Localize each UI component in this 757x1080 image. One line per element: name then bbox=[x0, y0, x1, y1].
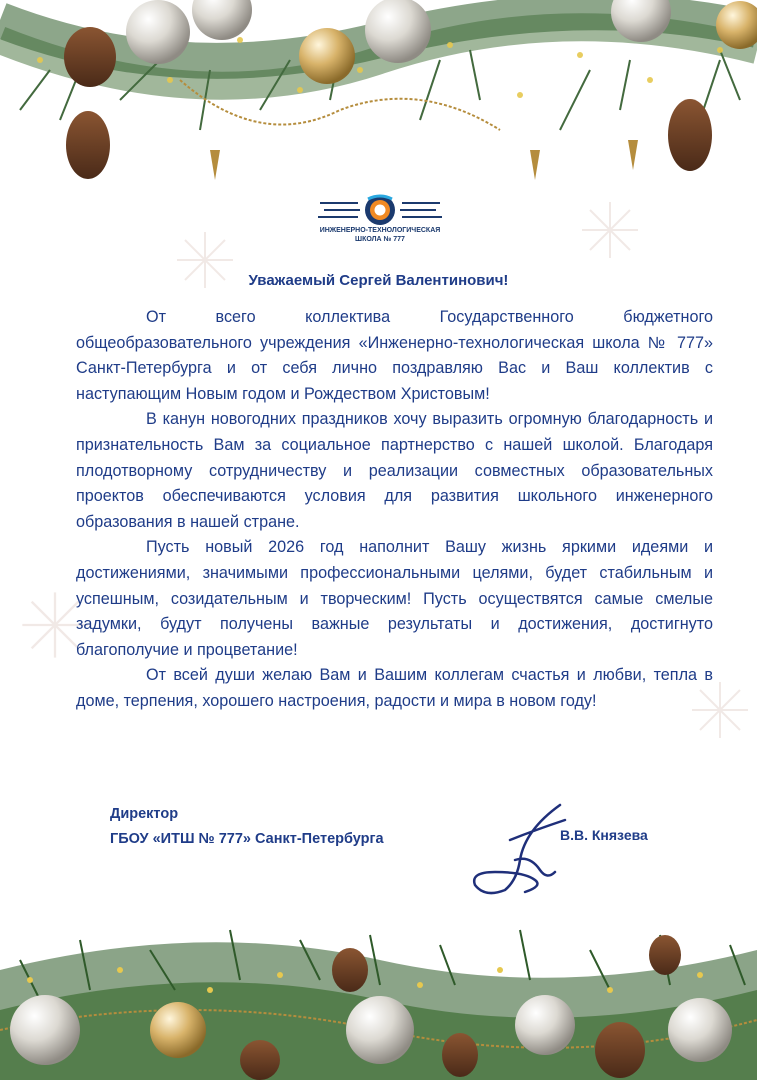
logo-line-2: ШКОЛА № 777 bbox=[355, 236, 405, 243]
signatory-title: Директор bbox=[110, 806, 179, 822]
snowflake-icon bbox=[580, 200, 640, 260]
christmas-garland-top bbox=[0, 0, 757, 190]
letter-body bbox=[76, 305, 713, 715]
school-logo bbox=[310, 193, 450, 248]
signature-block bbox=[110, 802, 384, 852]
letter-paragraph: В канун новогодних праздников хочу выразить огромную благодарность и признательность Вам за социальное партнерство с нашей школой. Благодаря плодотворному сотрудничеству и реализации совместных образовательных проектов обеспечиваются условия для развития школьного инженерного образования в нашей стране. bbox=[76, 410, 713, 531]
letter-paragraph: От всей души желаю Вам и Вашим коллегам счастья и любви, тепла в доме, терпения, хорошего настроения, радости и мира в новом году! bbox=[76, 666, 713, 710]
signatory-name: В.В. Князева bbox=[560, 827, 648, 843]
signatory-organization: ГБОУ «ИТШ № 777» Санкт-Петербурга bbox=[110, 831, 384, 847]
letter-paragraph: Пусть новый 2026 год наполнит Вашу жизнь яркими идеями и достижениями, значимыми профессиональными целями, будет стабильным и успешным, созидательным и творческим! Пусть осуществятся самые смелые задумки, будут получены важные результаты и достижения, достигнуто благополучие и процветание! bbox=[76, 538, 713, 659]
greeting-heading: Уважаемый Сергей Валентинович! bbox=[248, 272, 509, 289]
school-emblem-icon bbox=[310, 193, 450, 227]
christmas-garland-bottom bbox=[0, 880, 757, 1080]
letter-paragraph: От всего коллектива Государственного бюджетного общеобразовательного учреждения «Инженерно-технологическая школа № 777» Санкт-Петербурга и от себя лично поздравляю Вас и Ваш коллектив с наступающим Новым годом и Рождеством Христовым! bbox=[76, 308, 713, 403]
logo-line-1: ИНЖЕНЕРНО-ТЕХНОЛОГИЧЕСКАЯ bbox=[319, 227, 441, 234]
